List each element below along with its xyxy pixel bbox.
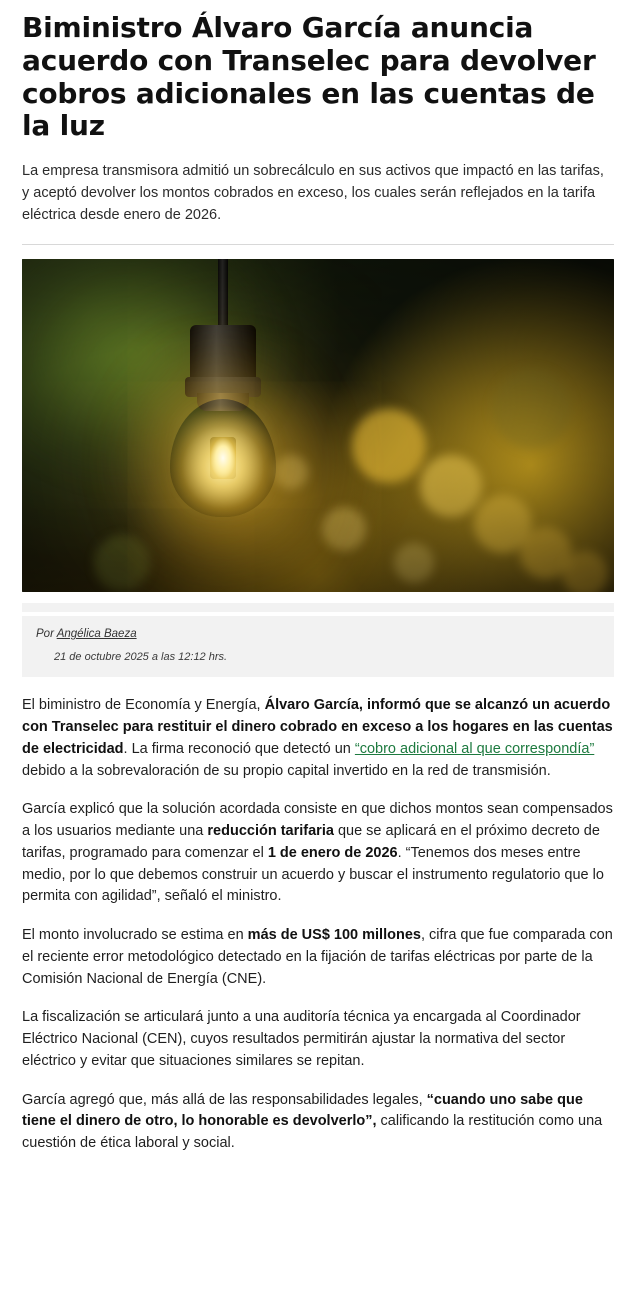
body-text: debido a la sobrevaloración de su propio capital invertido en la red de transmisión. (22, 762, 551, 779)
article-timestamp: 21 de octubre 2025 a las 12:12 hrs. (54, 651, 228, 664)
article-paragraph (22, 1090, 614, 1155)
article-hero-image (22, 259, 614, 592)
byline-prefix: Por (36, 628, 54, 641)
image-caption-band (22, 603, 614, 612)
byline (36, 628, 600, 640)
body-text: . La firma reconoció que detectó un (123, 740, 355, 757)
body-text: El monto involucrado se estima en (22, 927, 248, 943)
body-text: La fiscalización se articulará junto a una auditoría técnica ya encargada al Coordinador Eléctrico Nacional (CEN), cuyos resultados permitirán ajustar la normativa del sector eléctrico y evitar que situaciones similares se repitan. (22, 1009, 581, 1069)
article-paragraph (22, 695, 614, 782)
body-text: , cifra que fue comparada con el reciente error metodológico detectado en la fijación de tarifas eléctricas por parte de la Comisión Nacional de Energía (CNE). (22, 927, 613, 987)
hero-vignette (22, 259, 614, 592)
emphasis-text: Álvaro García, informó que se alcanzó un acuerdo con Transelec para restituir el dinero cobrado en exceso a los hogares en las cuentas de electricidad (22, 697, 613, 757)
emphasis-text: 1 de enero de 2026 (267, 844, 398, 861)
body-text: García agregó que, más allá de las responsabilidades legales, (22, 1091, 427, 1108)
body-text: García explicó que la solución acordada consiste en que dichos montos sean compensados a los usuarios mediante una (22, 801, 613, 839)
byline-box (22, 616, 614, 677)
page-title: Biministro Álvaro García anuncia acuerdo con Transelec para devolver cobros adicionales en las cuentas de la luz (22, 11, 596, 143)
body-text: que se aplicará en el próximo decreto de tarifas, programado para comenzar el (22, 823, 600, 861)
article-body (22, 695, 614, 1155)
emphasis-text: reducción tarifaria (207, 823, 334, 839)
article-paragraph (22, 925, 614, 990)
body-text: . “Tenemos dos meses entre medio, por lo que debemos construir un acuerdo y buscar el instrumento regulatorio que lo permita con agilidad”, señaló el ministro. (22, 844, 604, 905)
article-paragraph (22, 1007, 614, 1072)
inline-link[interactable]: “cobro adicional al que correspondía” (354, 740, 595, 757)
article-standfirst: La empresa transmisora admitió un sobrecálculo en sus activos que impactó en las tarifas, y aceptó devolver los montos cobrados en exceso, los cuales serán reflejados en la tarifa eléctrica desde enero de 2026. (22, 163, 604, 223)
divider (22, 244, 614, 245)
emphasis-text: más de US$ 100 millones (247, 927, 421, 943)
byline-author[interactable]: Angélica Baeza (56, 628, 137, 641)
article-paragraph (22, 799, 614, 908)
body-text: calificando la restitución como una cuestión de ética laboral y social. (22, 1113, 603, 1151)
body-text: El biministro de Economía y Energía, (22, 697, 265, 714)
emphasis-text: “cuando uno sabe que tiene el dinero de otro, lo honorable es devolverlo”, (22, 1091, 583, 1130)
